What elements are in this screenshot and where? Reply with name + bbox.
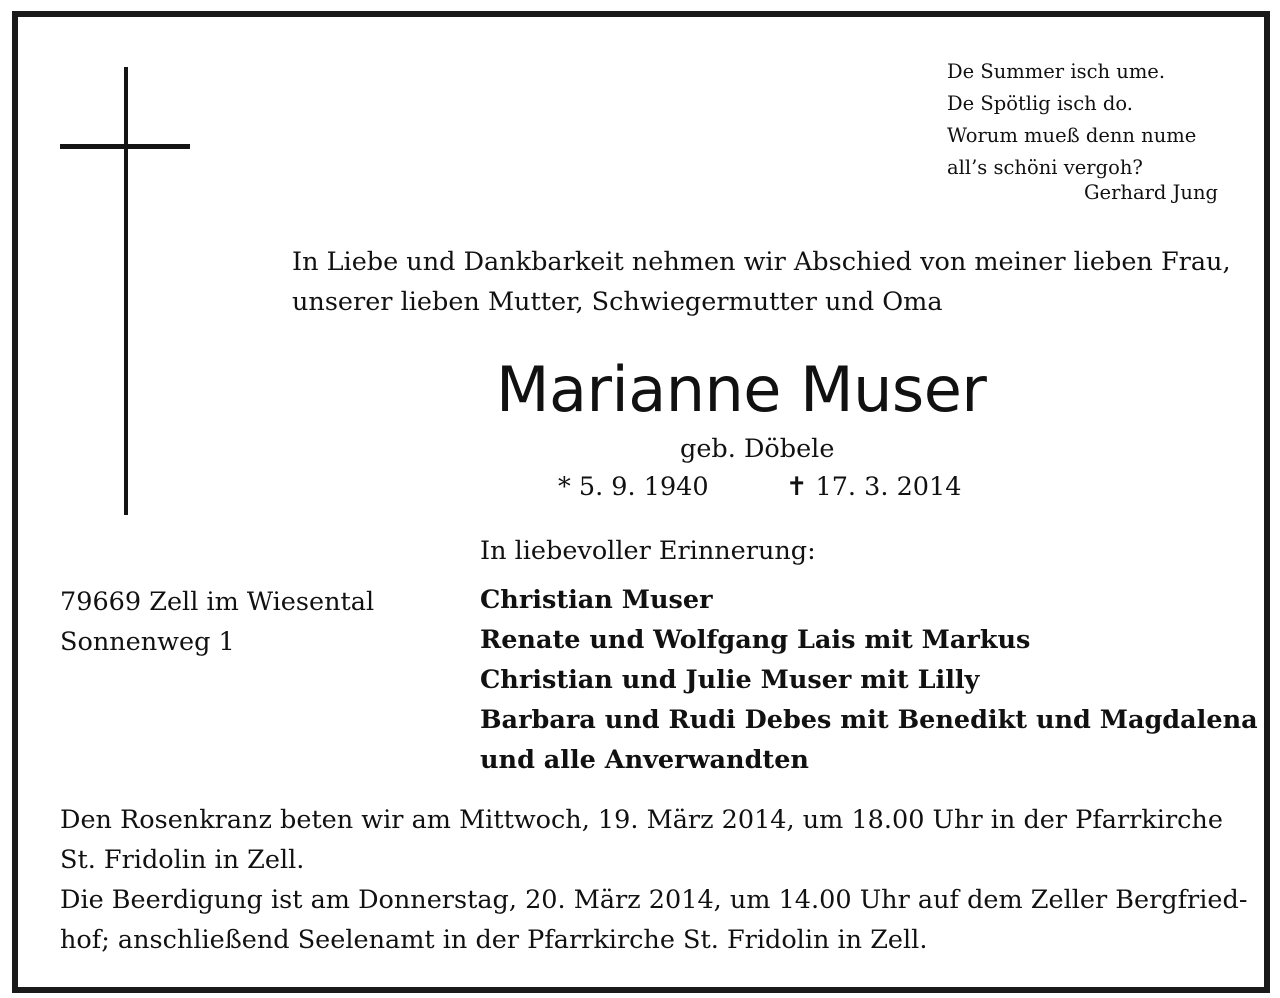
poem-author: Gerhard Jung [1083,181,1218,204]
service-line: Den Rosenkranz beten wir am Mittwoch, 19. März 2014, um 18.00 Uhr in der Pfarrkirche [60,805,1223,835]
mourners-list [480,580,1258,780]
service-line: St. Fridolin in Zell. [60,845,305,875]
intro-text [292,242,1231,322]
mourner-name: Barbara und Rudi Debes mit Benedikt und Magdalena [480,705,1258,735]
intro-line: unserer lieben Mutter, Schwiegermutter und Oma [292,287,943,317]
mourner-name: Christian und Julie Muser mit Lilly [480,665,980,695]
maiden-name: geb. Döbele [680,434,835,464]
service-line: hof; anschließend Seelenamt in der Pfarrkirche St. Fridolin in Zell. [60,925,928,955]
deceased-name: Marianne Muser [496,353,987,426]
cross-icon [124,67,128,515]
memory-label: In liebevoller Erinnerung: [480,536,816,566]
poem [947,56,1196,184]
address-line: Sonnenweg 1 [60,627,235,657]
poem-line: De Summer isch ume. [947,60,1166,83]
death-date: ✝ 17. 3. 2014 [786,472,962,502]
service-info [60,800,1247,960]
intro-line: In Liebe und Dankbarkeit nehmen wir Abschied von meiner lieben Frau, [292,247,1231,277]
mourner-name: Renate und Wolfgang Lais mit Markus [480,625,1031,655]
poem-line: all’s schöni vergoh? [947,156,1143,179]
cross-icon-bar [60,144,190,149]
mourner-name: Christian Muser [480,585,713,615]
poem-line: De Spötlig isch do. [947,92,1133,115]
mourner-name: und alle Anverwandten [480,745,809,775]
birth-date: * 5. 9. 1940 [558,472,709,502]
poem-line: Worum mueß denn nume [947,124,1197,147]
address-line: 79669 Zell im Wiesental [60,587,375,617]
address [60,582,374,662]
service-line: Die Beerdigung ist am Donnerstag, 20. März 2014, um 14.00 Uhr auf dem Zeller Bergfried- [60,885,1248,915]
